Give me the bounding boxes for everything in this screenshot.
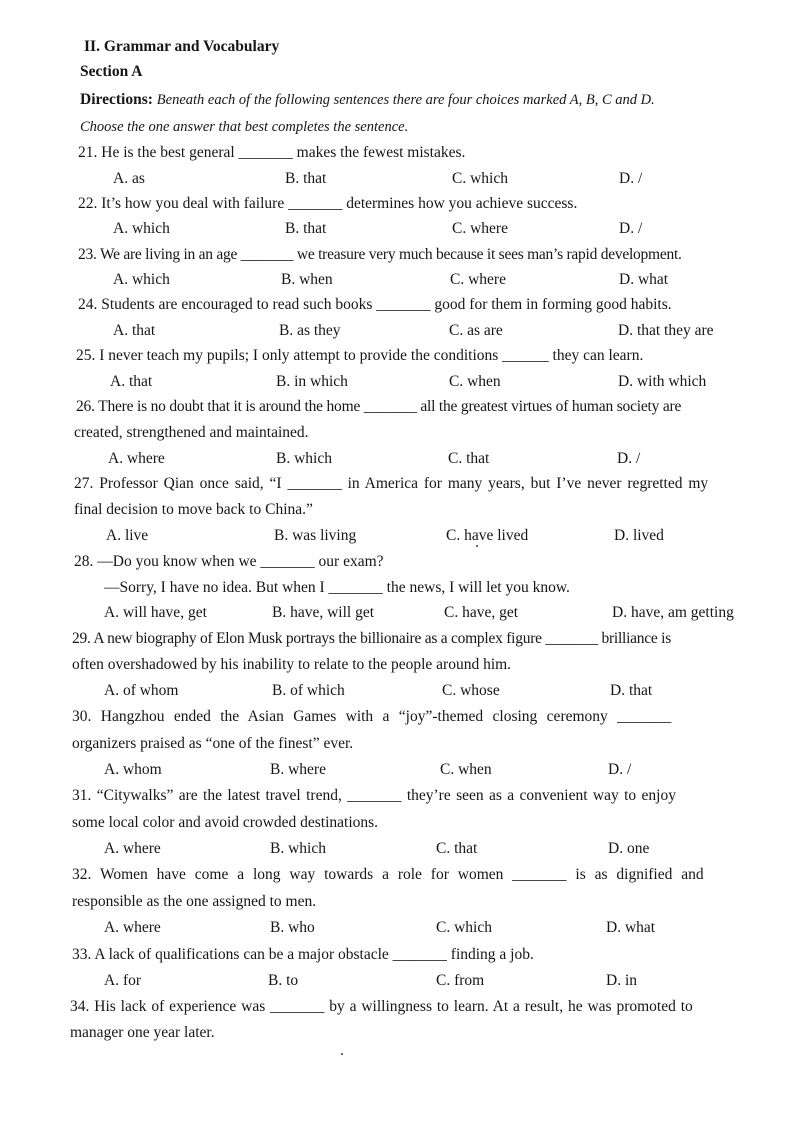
q32-option-d[interactable]: D. what [606, 919, 656, 936]
question-34-line-1: 34. His lack of experience was _______ by a willingness to learn. At a result, he was promoted to [70, 998, 693, 1015]
q24-option-b[interactable]: B. as they [279, 322, 341, 339]
q26-option-d[interactable]: D. / [617, 450, 641, 467]
q27-option-d[interactable]: D. lived [614, 527, 664, 544]
q27-option-b[interactable]: B. was living [274, 527, 357, 544]
q30-option-a[interactable]: A. whom [104, 761, 162, 778]
q24-option-a[interactable]: A. that [113, 322, 156, 339]
question-23: 23. We are living in an age _______ we treasure very much because it sees man’s rapid development. [78, 246, 682, 263]
scan-speck [476, 545, 478, 547]
q26-option-c[interactable]: C. that [448, 450, 490, 467]
q27-option-a[interactable]: A. live [106, 527, 149, 544]
q21-option-d[interactable]: D. / [619, 170, 643, 187]
question-31-line-2: some local color and avoid crowded destinations. [72, 814, 379, 831]
question-28-line-1: 28. —Do you know when we _______ our exam? [74, 553, 384, 570]
q25-option-b[interactable]: B. in which [276, 373, 348, 390]
q32-option-c[interactable]: C. which [436, 919, 492, 936]
directions-line-1 [80, 90, 655, 110]
directions-text-1: Beneath each of the following sentences there are four choices marked A, B, C and D. [156, 92, 655, 108]
q31-option-d[interactable]: D. one [608, 840, 650, 857]
q33-option-a[interactable]: A. for [104, 972, 142, 989]
question-30-line-1: 30. Hangzhou ended the Asian Games with a “joy”-themed closing ceremony _______ [72, 708, 672, 725]
q30-option-c[interactable]: C. when [440, 761, 492, 778]
q22-option-a[interactable]: A. which [113, 220, 170, 237]
q23-option-b[interactable]: B. when [281, 271, 333, 288]
q31-option-a[interactable]: A. where [104, 840, 161, 857]
q29-option-d[interactable]: D. that [610, 682, 653, 699]
q23-option-a[interactable]: A. which [113, 271, 170, 288]
part-heading: II. Grammar and Vocabulary [84, 38, 280, 55]
question-26-line-2: created, strengthened and maintained. [74, 424, 309, 441]
q25-option-d[interactable]: D. with which [618, 373, 707, 390]
q30-option-b[interactable]: B. where [270, 761, 326, 778]
scan-speck [341, 1053, 343, 1055]
q28-option-b[interactable]: B. have, will get [272, 604, 375, 621]
question-29-line-2: often overshadowed by his inability to relate to the people around him. [72, 656, 512, 673]
q29-option-c[interactable]: C. whose [442, 682, 500, 699]
question-27-line-2: final decision to move back to China.” [74, 501, 313, 518]
question-33: 33. A lack of qualifications can be a major obstacle _______ finding a job. [72, 946, 534, 963]
question-21: 21. He is the best general _______ makes the fewest mistakes. [78, 144, 466, 161]
question-34-line-2: manager one year later. [70, 1024, 215, 1041]
q28-option-a[interactable]: A. will have, get [104, 604, 207, 621]
q29-option-b[interactable]: B. of which [272, 682, 345, 699]
q33-option-b[interactable]: B. to [268, 972, 299, 989]
q33-option-c[interactable]: C. from [436, 972, 485, 989]
q30-option-d[interactable]: D. / [608, 761, 632, 778]
q31-option-c[interactable]: C. that [436, 840, 478, 857]
q21-option-c[interactable]: C. which [452, 170, 508, 187]
q31-option-b[interactable]: B. which [270, 840, 326, 857]
q24-option-d[interactable]: D. that they are [618, 322, 714, 339]
q22-option-b[interactable]: B. that [285, 220, 327, 237]
question-26-line-1: 26. There is no doubt that it is around the home _______ all the greatest virtues of human society are [76, 398, 682, 415]
q22-option-d[interactable]: D. / [619, 220, 643, 237]
question-24: 24. Students are encouraged to read such books _______ good for them in forming good habits. [78, 296, 672, 313]
question-32-line-1: 32. Women have come a long way towards a role for women _______ is as dignified and [72, 866, 704, 883]
q25-option-c[interactable]: C. when [449, 373, 501, 390]
question-29-line-1: 29. A new biography of Elon Musk portrays the billionaire as a complex figure _______ brilliance is [72, 630, 671, 647]
question-30-line-2: organizers praised as “one of the finest” ever. [72, 735, 354, 752]
q21-option-b[interactable]: B. that [285, 170, 327, 187]
question-27-line-1: 27. Professor Qian once said, “I _______ in America for many years, but I’ve never regretted my [74, 475, 709, 492]
q25-option-a[interactable]: A. that [110, 373, 153, 390]
q26-option-b[interactable]: B. which [276, 450, 332, 467]
directions-label: Directions: [80, 91, 153, 108]
q23-option-d[interactable]: D. what [619, 271, 669, 288]
q32-option-b[interactable]: B. who [270, 919, 315, 936]
q28-option-c[interactable]: C. have, get [444, 604, 519, 621]
q28-option-d[interactable]: D. have, am getting [612, 604, 734, 621]
question-28-line-2: —Sorry, I have no idea. But when I _______ the news, I will let you know. [104, 579, 570, 596]
section-heading: Section A [80, 63, 143, 80]
q24-option-c[interactable]: C. as are [449, 322, 503, 339]
question-31-line-1: 31. “Citywalks” are the latest travel trend, _______ they’re seen as a convenient way to enjoy [72, 787, 676, 804]
q27-option-c[interactable]: C. have lived [446, 527, 529, 544]
q29-option-a[interactable]: A. of whom [104, 682, 179, 699]
q22-option-c[interactable]: C. where [452, 220, 508, 237]
q33-option-d[interactable]: D. in [606, 972, 637, 989]
q26-option-a[interactable]: A. where [108, 450, 165, 467]
directions-line-2: Choose the one answer that best completes the sentence. [80, 119, 409, 135]
q23-option-c[interactable]: C. where [450, 271, 506, 288]
question-22: 22. It’s how you deal with failure _______ determines how you achieve success. [78, 195, 578, 212]
question-25: 25. I never teach my pupils; I only attempt to provide the conditions ______ they can learn. [76, 347, 644, 364]
q21-option-a[interactable]: A. as [113, 170, 145, 187]
q32-option-a[interactable]: A. where [104, 919, 161, 936]
question-32-line-2: responsible as the one assigned to men. [72, 893, 317, 910]
